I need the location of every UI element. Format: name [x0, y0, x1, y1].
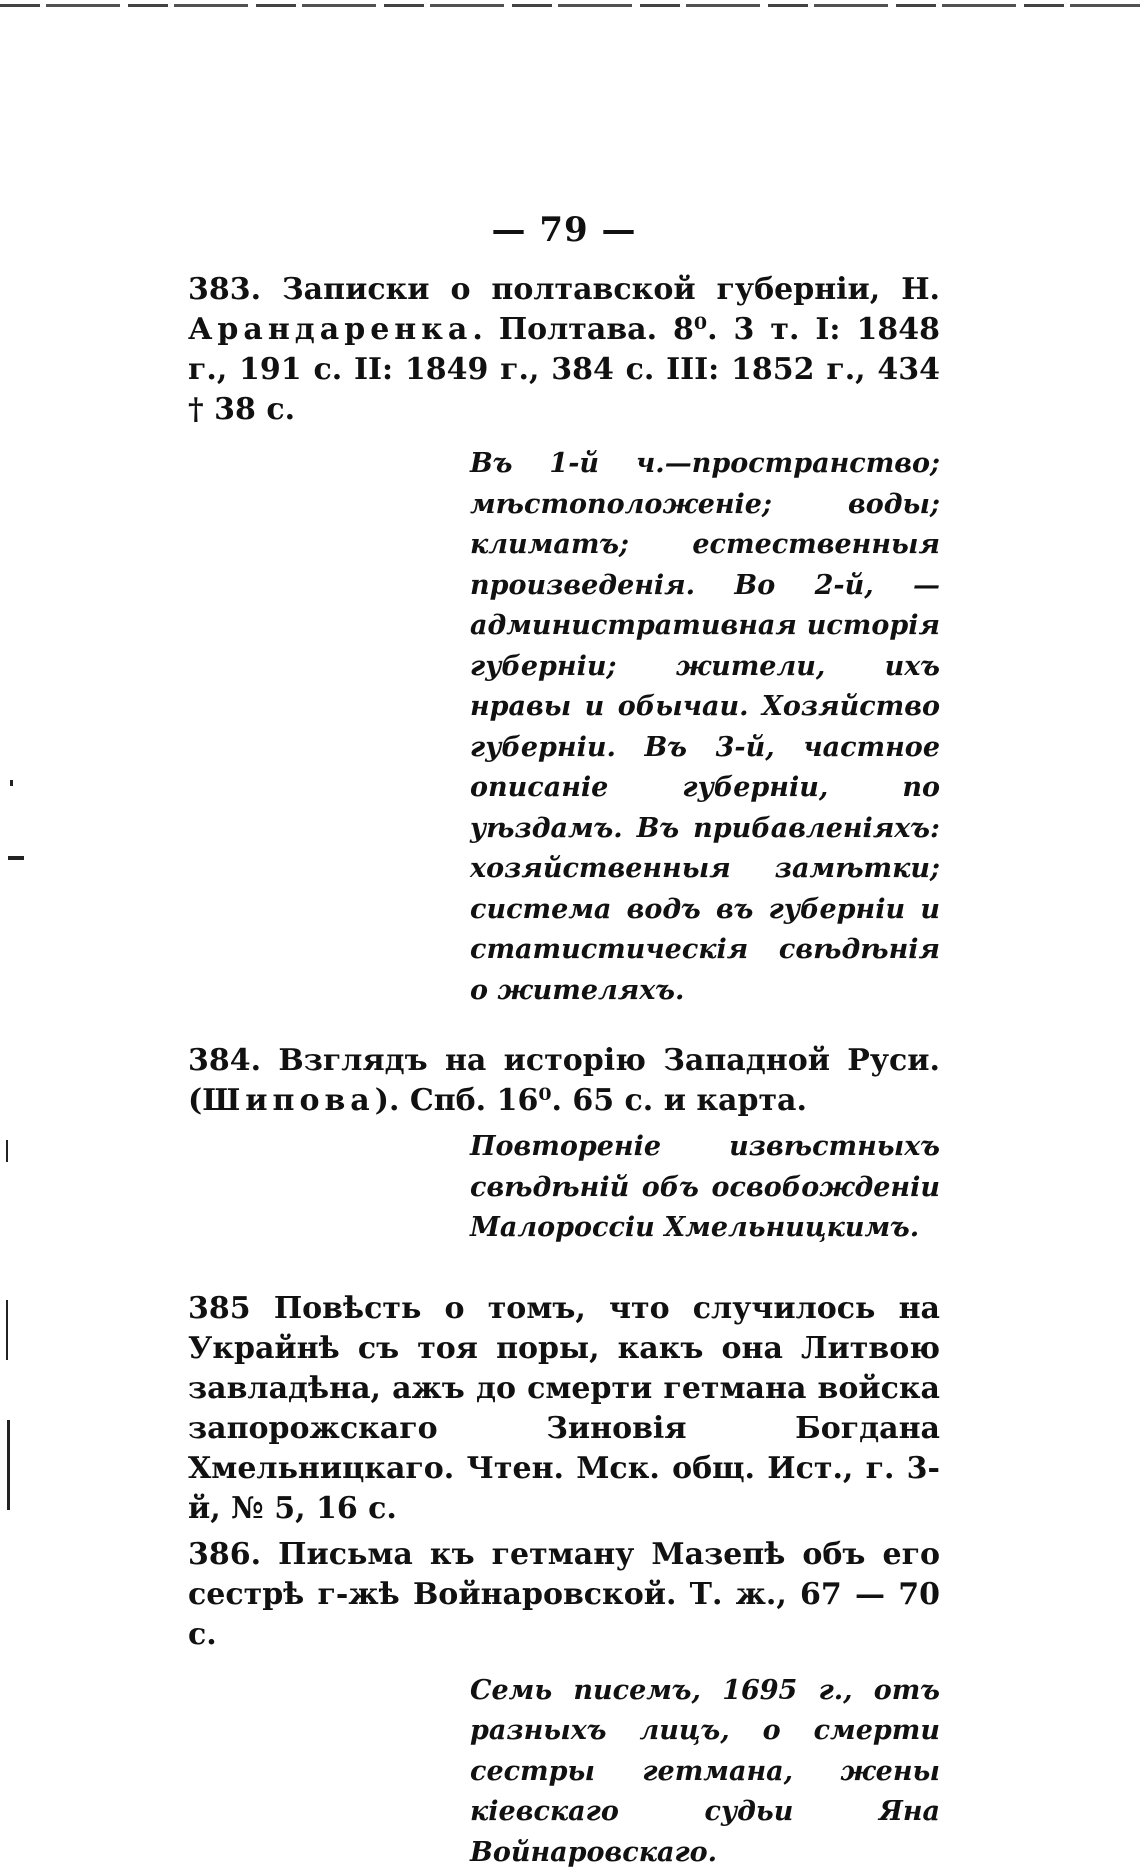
entry-383 [188, 270, 940, 430]
entry-author: Арандаренка [188, 312, 472, 347]
entry-text: Повѣсть о томъ, что случилось на Украйнѣ съ тоя поры, какъ она Литвою завладѣна, ажъ до смерти гетмана войска запорожскаго Зиновiя Богдана Хмельницкаго. Чтен. Мск. общ. Ист., г. 3-й, № 5, 16 с. [188, 1291, 940, 1526]
entry-note: Семь писемъ, 1695 г., отъ разныхъ лицъ, о смерти сестры гетмана, жены кiевскаго судьи Яна Войнаровскаго. [470, 1671, 940, 1873]
entry-title: Взглядъ на исторiю Западной Руси. ( [188, 1043, 940, 1118]
page-number: — 79 — [188, 210, 940, 250]
entry-number: 386. [188, 1537, 261, 1572]
margin-mark [6, 1140, 8, 1162]
entry-imprint: . Полтава. 8⁰. 3 т. I: 1848 г., 191 с. II: 1849 г., 384 с. III: 1852 г., 434 † 38 с. [188, 312, 940, 427]
margin-mark [10, 780, 13, 786]
entry-note: Въ 1-й ч.—пространство; мѣстоположенiе; воды; климатъ; естественныя произведенiя. Во 2-й, —административная исторiя губернiи; жители, ихъ нравы и обычаи. Хозяйство губернiи. Въ 3-й, частное описанiе губернiи, по уѣздамъ. Въ прибавленiяхъ: хозяйственныя замѣтки; система водъ въ губернiи и статистическiя свѣдѣнiя о жителяхъ. [470, 444, 940, 1011]
entry-imprint: ). Спб. 16⁰. 65 с. и карта. [375, 1083, 807, 1118]
margin-mark [7, 1420, 10, 1510]
entry-text: Письма къ гетману Мазепѣ объ его сестрѣ г-жѣ Войнаровской. Т. ж., 67 — 70 с. [188, 1537, 940, 1652]
scan-top-edge [0, 4, 1140, 7]
entry-386 [188, 1535, 940, 1655]
entry-number: 385 [188, 1291, 251, 1326]
entry-author: Шипова [202, 1083, 375, 1118]
entry-note: Повторенiе извѣстныхъ свѣдѣнiй объ освобожденiи Малороссiи Хмельницкимъ. [470, 1127, 940, 1249]
entry-number: 384. [188, 1043, 261, 1078]
page-content [188, 210, 940, 1873]
margin-mark [8, 856, 24, 860]
margin-mark [6, 1300, 8, 1360]
entry-title: Записки о полтавской губернiи, Н. [282, 272, 940, 307]
entry-385 [188, 1289, 940, 1529]
entry-384 [188, 1041, 940, 1121]
entry-number: 383. [188, 272, 261, 307]
